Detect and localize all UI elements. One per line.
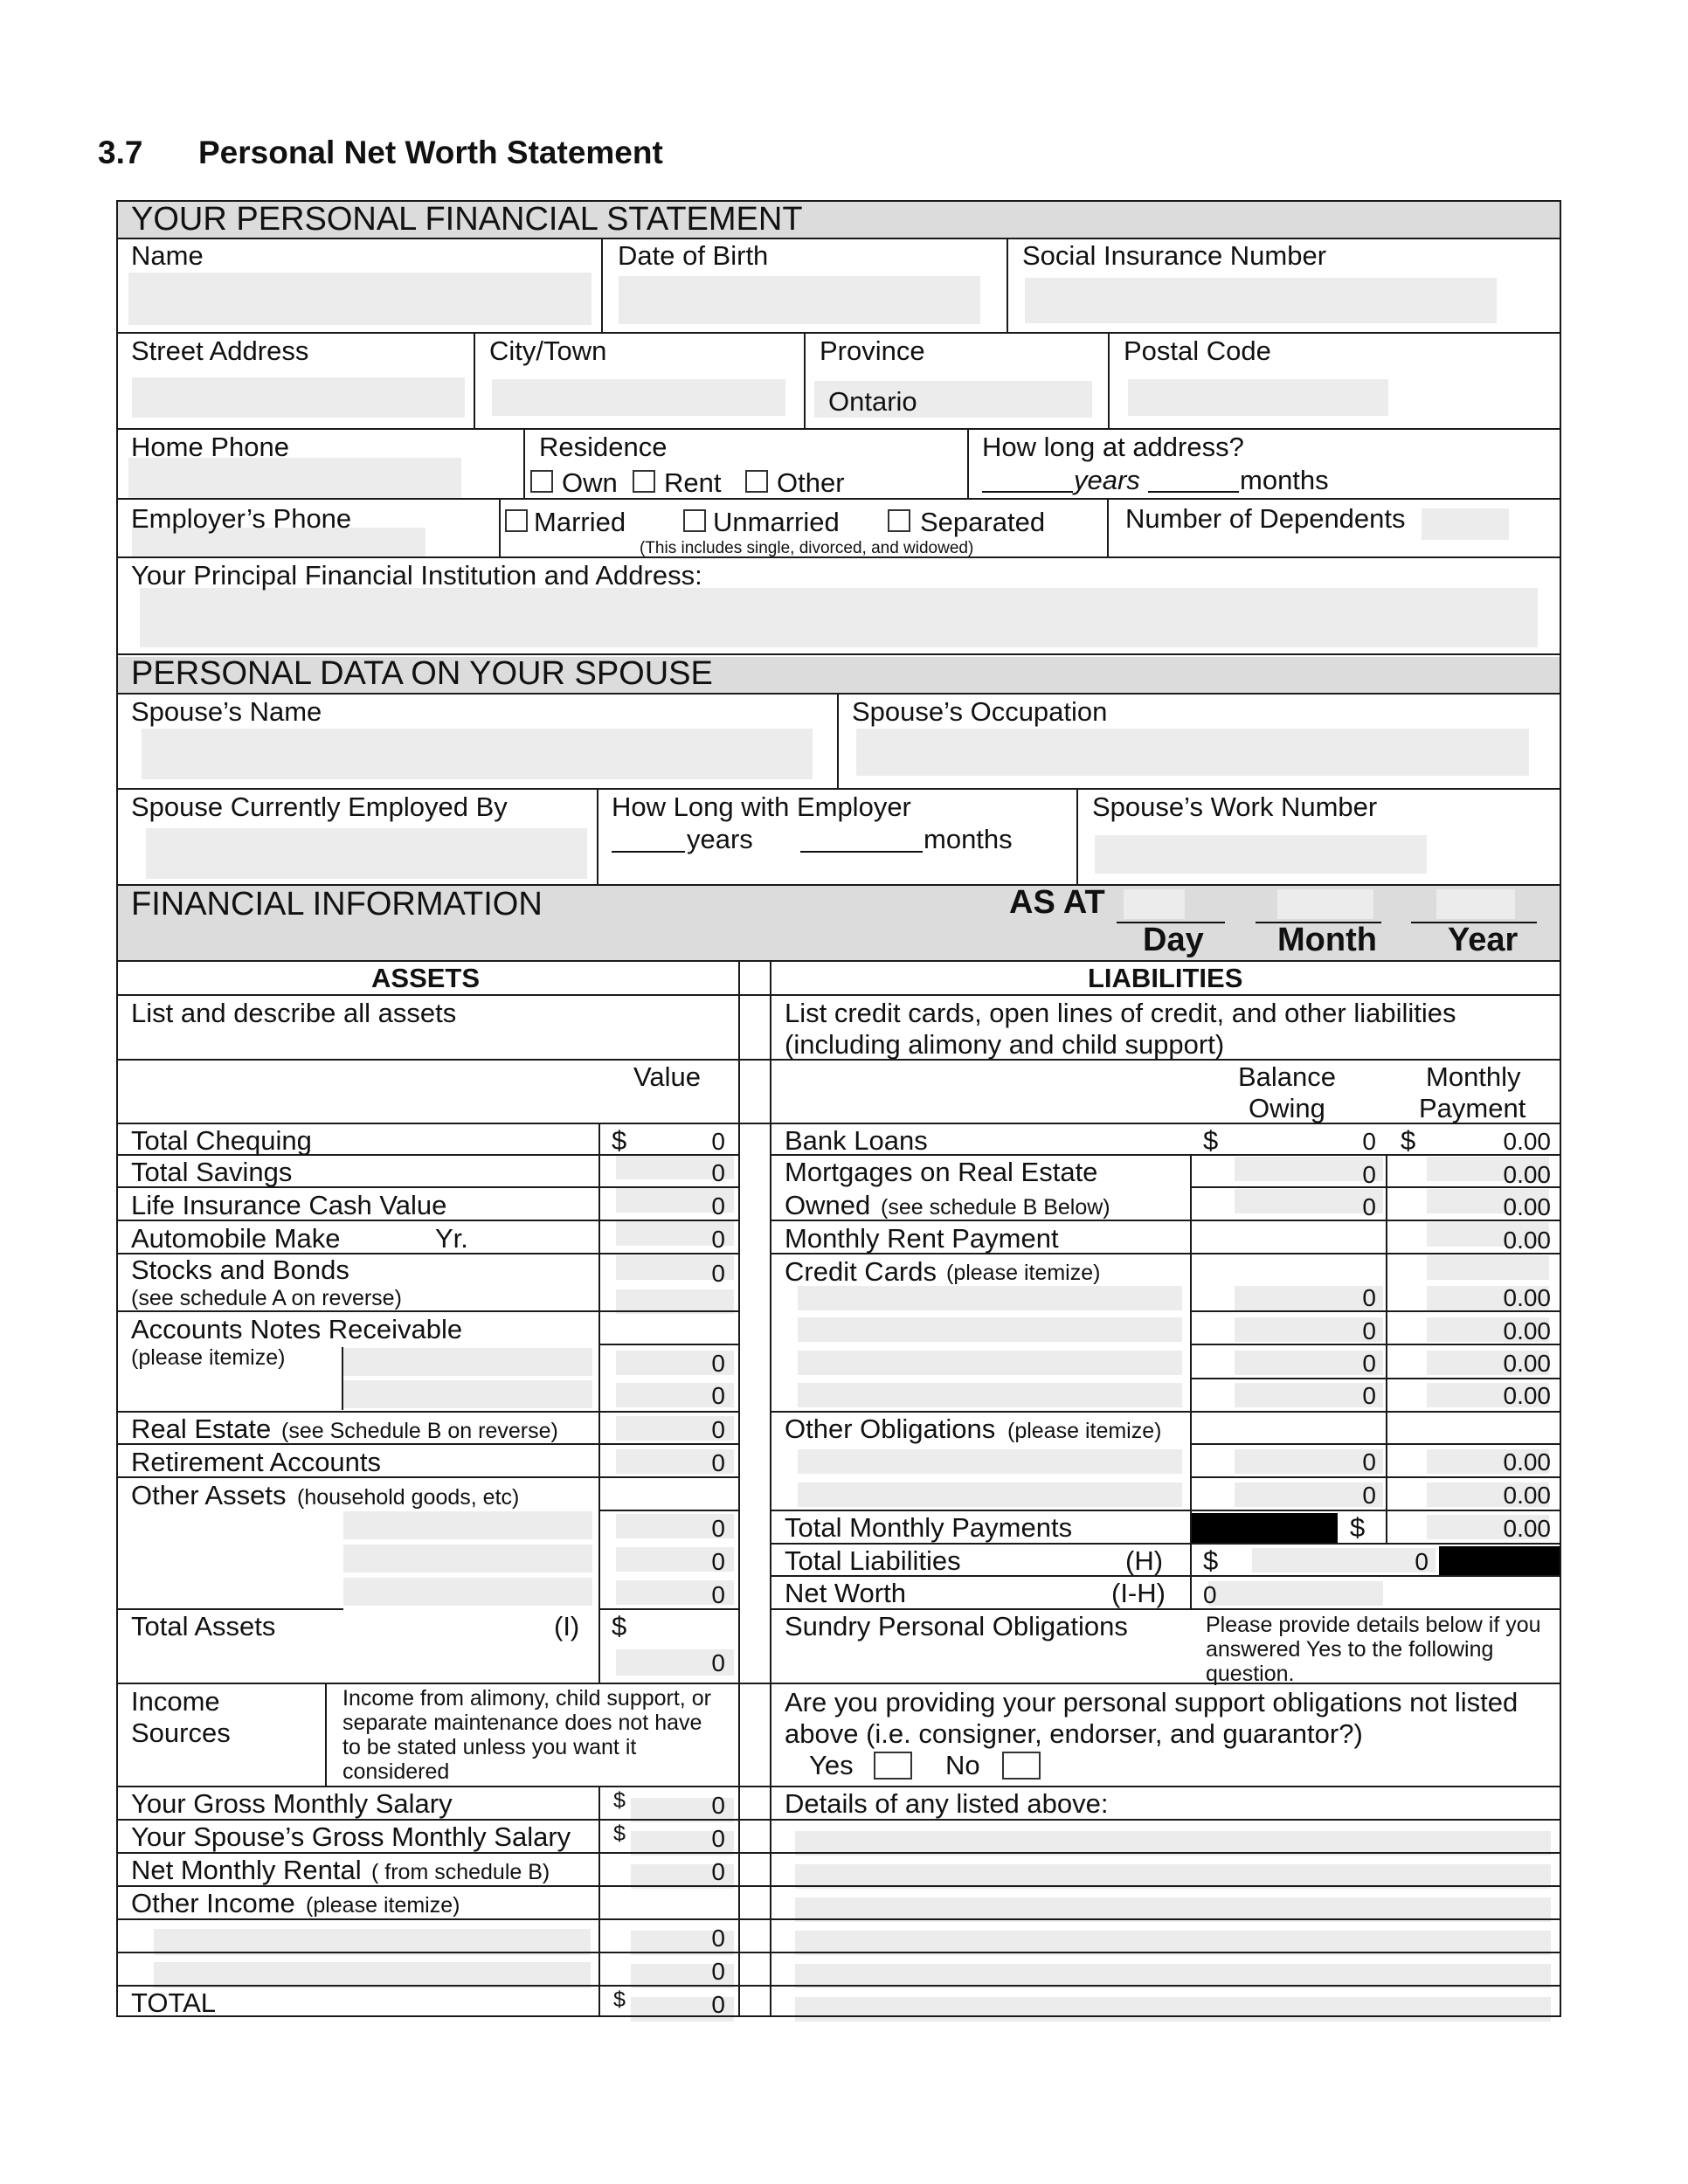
name-label: Name (131, 240, 204, 271)
net-rental-label: Net Monthly Rental (131, 1855, 362, 1885)
bank-loans-payment[interactable]: 0.00 (1503, 1128, 1551, 1155)
separated-label: Separated (920, 507, 1046, 537)
total-income-label: TOTAL (131, 1987, 217, 2018)
life-insurance-value[interactable]: 0 (711, 1192, 725, 1220)
automobile-yr-label: Yr. (435, 1223, 468, 1254)
married-checkbox[interactable] (505, 509, 528, 532)
cc-balance-4[interactable]: 0 (1362, 1382, 1376, 1409)
mortgages-note: (see schedule B Below) (881, 1195, 1110, 1220)
real-estate-value[interactable]: 0 (711, 1416, 725, 1443)
sundry-label: Sundry Personal Obligations (785, 1611, 1128, 1641)
mortgage-payment-1[interactable]: 0.00 (1503, 1161, 1551, 1188)
spouse-employer-input[interactable] (146, 828, 587, 879)
sundry-note-2: answered Yes to the following (1206, 1637, 1494, 1662)
bank-loans-balance[interactable]: 0 (1362, 1128, 1376, 1155)
spouse-years-blank[interactable] (612, 851, 685, 853)
total-liabilities-code: (H) (1125, 1545, 1164, 1576)
total-assets-code: (I) (554, 1611, 580, 1641)
automobile-value[interactable]: 0 (711, 1226, 725, 1253)
street-input[interactable] (132, 377, 465, 418)
total-assets-label: Total Assets (131, 1611, 276, 1641)
cc-desc-field[interactable] (798, 1351, 1182, 1375)
income-note-3: to be stated unless you want it (342, 1735, 637, 1759)
spouse-years-label: years (687, 824, 753, 854)
spouse-salary-currency: $ (613, 1821, 626, 1846)
other-label: Other (777, 467, 845, 498)
total-assets-currency: $ (612, 1611, 627, 1641)
cc-desc-field[interactable] (798, 1286, 1182, 1310)
total-liabilities-label: Total Liabilities (785, 1545, 961, 1576)
cc-desc-field[interactable] (798, 1317, 1182, 1342)
net-worth-label: Net Worth (785, 1578, 906, 1608)
province-value[interactable]: Ontario (828, 386, 917, 417)
income-note-1: Income from alimony, child support, or (342, 1686, 711, 1711)
rent-payment-label: Monthly Rent Payment (785, 1223, 1059, 1254)
dob-input[interactable] (619, 276, 980, 324)
unmarried-label: Unmarried (713, 507, 840, 537)
assets-intro: List and describe all assets (131, 998, 457, 1028)
support-question-2: above (i.e. consigner, endorser, and guarantor?) (785, 1718, 1363, 1749)
rent-checkbox[interactable] (633, 470, 655, 493)
other-assets-desc-3[interactable] (343, 1578, 592, 1606)
spouse-salary-value[interactable]: 0 (711, 1825, 725, 1852)
sundry-note-3: question. (1206, 1662, 1295, 1686)
net-worth-value[interactable]: 0 (1203, 1581, 1217, 1608)
other-assets-desc-1[interactable] (343, 1511, 592, 1539)
value-col-header: Value (633, 1061, 701, 1092)
home-phone-input[interactable] (128, 458, 461, 498)
spouse-salary-label: Your Spouse’s Gross Monthly Salary (131, 1821, 571, 1852)
oo-desc-field[interactable] (798, 1449, 1182, 1474)
years-blank[interactable] (982, 491, 1073, 493)
spouse-occupation-input[interactable] (856, 729, 1529, 776)
stocks-note: (see schedule A on reverse) (131, 1286, 402, 1310)
other-income-value-2[interactable]: 0 (711, 1958, 725, 1985)
retirement-value[interactable]: 0 (711, 1449, 725, 1476)
spouse-work-number-label: Spouse’s Work Number (1092, 791, 1378, 822)
as-at-label: AS AT (1009, 884, 1105, 921)
cc-balance-2[interactable]: 0 (1362, 1317, 1376, 1344)
stocks-label: Stocks and Bonds (131, 1254, 349, 1285)
rent-payment-value[interactable]: 0.00 (1503, 1227, 1551, 1254)
separated-checkbox[interactable] (888, 509, 910, 532)
month-label: Month (1277, 922, 1377, 958)
total-income-value[interactable]: 0 (711, 1991, 725, 2018)
total-chequing-label: Total Chequing (131, 1125, 312, 1156)
income-label-1: Income (131, 1686, 220, 1717)
accounts-notes-value-2[interactable]: 0 (711, 1382, 725, 1409)
mortgage-balance-2[interactable]: 0 (1362, 1193, 1376, 1220)
oo-desc-field[interactable] (798, 1482, 1182, 1507)
postal-input[interactable] (1128, 379, 1388, 416)
province-label: Province (820, 335, 925, 366)
other-assets-value-3[interactable]: 0 (711, 1581, 725, 1608)
balance-header-2: Owing (1249, 1093, 1325, 1123)
net-worth-field[interactable] (1208, 1581, 1383, 1606)
accounts-notes-note: (please itemize) (131, 1345, 286, 1370)
other-checkbox[interactable] (745, 470, 768, 493)
fin-institution-input[interactable] (140, 588, 1538, 647)
cc-desc-field[interactable] (798, 1383, 1182, 1407)
spouse-months-blank[interactable] (800, 851, 923, 853)
financial-header: FINANCIAL INFORMATION (131, 886, 543, 923)
stocks-value[interactable]: 0 (711, 1260, 725, 1287)
total-chequing-value[interactable]: 0 (711, 1128, 725, 1155)
payment-field[interactable] (1427, 1255, 1549, 1280)
real-estate-note: (see Schedule B on reverse) (281, 1419, 558, 1443)
net-worth-code: (I-H) (1111, 1578, 1166, 1608)
spouse-name-label: Spouse’s Name (131, 696, 322, 727)
bank-loans-label: Bank Loans (785, 1125, 928, 1156)
liabilities-intro-1: List credit cards, open lines of credit, and other liabilities (785, 998, 1456, 1028)
mortgages-label-2: Owned (785, 1190, 871, 1220)
other-income-note: (please itemize) (306, 1893, 460, 1918)
income-label-2: Sources (131, 1717, 231, 1748)
support-question-1: Are you providing your personal support obligations not listed (785, 1687, 1519, 1717)
own-label: Own (562, 467, 618, 498)
personal-header: YOUR PERSONAL FINANCIAL STATEMENT (131, 201, 803, 238)
credit-cards-note: (please itemize) (946, 1261, 1101, 1285)
liabilities-intro-2: (including alimony and child support) (785, 1029, 1225, 1060)
total-monthly-label: Total Monthly Payments (785, 1512, 1073, 1543)
years-label: years (1074, 465, 1140, 495)
year-label: Year (1448, 922, 1519, 958)
details-field[interactable] (795, 1997, 1551, 2022)
income-note-2: separate maintenance does not have (342, 1711, 702, 1735)
oo-balance-2[interactable]: 0 (1362, 1482, 1376, 1509)
spouse-header: PERSONAL DATA ON YOUR SPOUSE (131, 655, 713, 692)
monthly-header-1: Monthly (1426, 1061, 1521, 1092)
months-label: months (1240, 465, 1329, 495)
spouse-how-long-label: How Long with Employer (612, 791, 911, 822)
total-savings-value[interactable]: 0 (711, 1159, 725, 1186)
accounts-notes-label: Accounts Notes Receivable (131, 1314, 463, 1344)
accounts-notes-value-1[interactable]: 0 (711, 1350, 725, 1377)
section-number: 3.7 (98, 135, 143, 170)
other-obligations-label: Other Obligations (785, 1413, 996, 1444)
liabilities-header: LIABILITIES (1088, 963, 1243, 993)
blocked-cell (1192, 1513, 1338, 1543)
other-assets-desc-2[interactable] (343, 1545, 592, 1572)
other-income-label: Other Income (131, 1888, 295, 1918)
total-liabilities-currency: $ (1203, 1545, 1219, 1576)
as-at-year-input[interactable] (1436, 889, 1515, 919)
rent-label: Rent (664, 467, 722, 498)
real-estate-label: Real Estate (131, 1413, 272, 1444)
balance-header-1: Balance (1238, 1061, 1337, 1092)
city-input[interactable] (492, 379, 785, 416)
cc-payment-3[interactable]: 0.00 (1503, 1350, 1551, 1377)
other-assets-label: Other Assets (131, 1480, 287, 1510)
cc-payment-4[interactable]: 0.00 (1503, 1382, 1551, 1409)
months-blank[interactable] (1148, 491, 1239, 493)
net-rental-value[interactable]: 0 (711, 1858, 725, 1885)
marital-note: (This includes single, divorced, and widowed) (640, 539, 974, 557)
other-obligations-note: (please itemize) (1007, 1419, 1162, 1443)
married-label: Married (534, 507, 626, 537)
total-monthly-value[interactable]: 0.00 (1503, 1515, 1551, 1542)
blocked-cell (1439, 1546, 1560, 1575)
assets-header: ASSETS (371, 963, 481, 993)
cc-payment-1[interactable]: 0.00 (1503, 1284, 1551, 1311)
acct-notes-desc-2[interactable] (343, 1380, 592, 1408)
total-savings-label: Total Savings (131, 1157, 293, 1187)
name-input[interactable] (128, 273, 591, 325)
oo-payment-1[interactable]: 0.00 (1503, 1448, 1551, 1476)
dependents-label: Number of Dependents (1125, 503, 1406, 534)
gross-salary-label: Your Gross Monthly Salary (131, 1788, 453, 1819)
oo-balance-1[interactable]: 0 (1362, 1448, 1376, 1476)
net-rental-note: ( from schedule B) (371, 1860, 550, 1884)
mortgage-payment-2[interactable]: 0.00 (1503, 1193, 1551, 1220)
gross-salary-value[interactable]: 0 (711, 1792, 725, 1819)
cc-payment-2[interactable]: 0.00 (1503, 1317, 1551, 1344)
street-label: Street Address (131, 335, 309, 366)
oo-payment-2[interactable]: 0.00 (1503, 1482, 1551, 1509)
cc-balance-1[interactable]: 0 (1362, 1284, 1376, 1311)
sin-label: Social Insurance Number (1022, 240, 1327, 271)
mortgage-balance-1[interactable]: 0 (1362, 1161, 1376, 1188)
bank-loans-pay-currency: $ (1401, 1125, 1416, 1156)
day-label: Day (1143, 922, 1204, 958)
cc-balance-3[interactable]: 0 (1362, 1350, 1376, 1377)
postal-label: Postal Code (1124, 335, 1271, 366)
total-monthly-currency: $ (1350, 1512, 1366, 1543)
dob-label: Date of Birth (618, 240, 769, 271)
dependents-input[interactable] (1422, 508, 1509, 540)
as-at-day-input[interactable] (1124, 889, 1185, 919)
spouse-occupation-label: Spouse’s Occupation (852, 696, 1108, 727)
income-note-4: considered (342, 1759, 450, 1784)
sin-input[interactable] (1025, 278, 1497, 323)
own-checkbox[interactable] (530, 470, 553, 493)
currency-symbol: $ (612, 1125, 627, 1156)
total-liabilities-value[interactable]: 0 (1415, 1548, 1429, 1575)
unmarried-checkbox[interactable] (683, 509, 706, 532)
fin-institution-label: Your Principal Financial Institution and Address: (131, 560, 702, 591)
home-phone-label: Home Phone (131, 432, 289, 462)
acct-notes-desc-1[interactable] (343, 1348, 592, 1376)
other-income-value-1[interactable]: 0 (711, 1925, 725, 1952)
yes-label: Yes (809, 1750, 854, 1780)
total-income-currency: $ (613, 1987, 626, 2012)
other-assets-value-1[interactable]: 0 (711, 1515, 725, 1542)
spouse-employer-label: Spouse Currently Employed By (131, 791, 508, 822)
life-insurance-label: Life Insurance Cash Value (131, 1190, 447, 1220)
page-title: Personal Net Worth Statement (198, 135, 663, 170)
employer-phone-label: Employer’s Phone (131, 503, 352, 534)
as-at-month-input[interactable] (1277, 889, 1373, 919)
spouse-months-label: months (924, 824, 1013, 854)
other-assets-note: (household goods, etc) (297, 1485, 520, 1510)
other-assets-value-2[interactable]: 0 (711, 1548, 725, 1575)
spouse-name-input[interactable] (142, 729, 813, 779)
retirement-label: Retirement Accounts (131, 1447, 382, 1477)
spouse-work-number-input[interactable] (1095, 835, 1427, 874)
total-assets-value[interactable]: 0 (711, 1649, 725, 1676)
no-checkbox[interactable] (1002, 1752, 1041, 1780)
bank-loans-currency: $ (1203, 1125, 1219, 1156)
city-label: City/Town (489, 335, 607, 366)
no-label: No (945, 1750, 980, 1780)
mortgages-label-1: Mortgages on Real Estate (785, 1157, 1098, 1187)
sundry-note-1: Please provide details below if you (1206, 1613, 1541, 1637)
details-label: Details of any listed above: (785, 1788, 1109, 1819)
how-long-label: How long at address? (982, 432, 1244, 462)
credit-cards-label: Credit Cards (785, 1256, 937, 1287)
residence-label: Residence (539, 432, 668, 462)
gross-salary-currency: $ (613, 1788, 626, 1813)
automobile-label: Automobile Make (131, 1223, 341, 1254)
monthly-header-2: Payment (1419, 1093, 1526, 1123)
yes-checkbox[interactable] (874, 1752, 912, 1780)
